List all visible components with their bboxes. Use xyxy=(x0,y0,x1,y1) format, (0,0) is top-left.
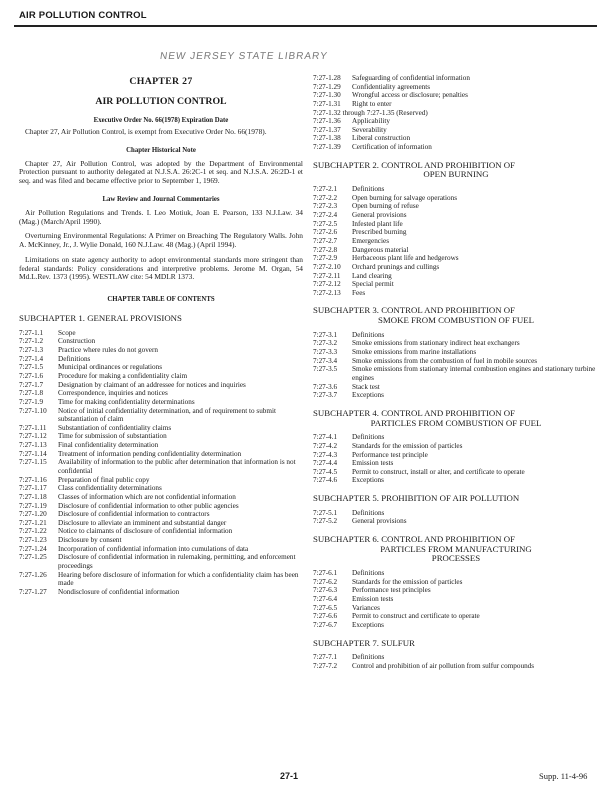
section-number: 7:27-1.3 xyxy=(19,346,44,355)
section-number: 7:27-5.1 xyxy=(313,508,338,517)
section-title: Substantiation of confidentiality claims xyxy=(58,423,172,432)
section-number: 7:27-2.1 xyxy=(313,185,338,194)
section-number: 7:27-1.28 xyxy=(313,74,341,82)
section-title: Herbaceous plant life and hedgerows xyxy=(352,254,459,263)
toc-entry xyxy=(313,433,599,442)
section-number: 7:27-7.2 xyxy=(313,661,338,670)
section-title: Smoke emissions from stationary internal combustion engines and stationary turbine engines xyxy=(352,365,596,382)
section-title: Definitions xyxy=(58,354,91,363)
subchapter-1-continued-list xyxy=(313,74,599,152)
toc-entry xyxy=(313,254,599,263)
chapter-number: CHAPTER 27 xyxy=(129,76,193,87)
toc-entry xyxy=(313,595,599,604)
subchapter-2-list xyxy=(313,185,599,297)
section-number: 7:27-1.36 xyxy=(313,117,341,126)
section-title: Disclosure by consent xyxy=(58,536,122,545)
section-title: Disclosure of confidential information to contractors xyxy=(58,510,210,519)
section-number: 7:27-1.21 xyxy=(19,518,47,527)
section-title: Disclosure of confidential information to other public agencies xyxy=(58,501,239,510)
section-number: 7:27-1.37 xyxy=(313,125,341,134)
toc-entry xyxy=(19,553,303,570)
toc-entry xyxy=(313,272,599,281)
section-number: 7:27-1.18 xyxy=(19,492,47,501)
section-title: Performance test principles xyxy=(352,586,431,595)
section-title: Availability of information to the public after determination that information is not confidential xyxy=(58,458,296,475)
section-number: 7:27-2.7 xyxy=(313,236,338,245)
toc-entry xyxy=(19,381,303,390)
section-title: Performance test principle xyxy=(352,450,428,459)
subchapter-1-title: SUBCHAPTER 1. GENERAL PROVISIONS xyxy=(19,313,182,324)
section-number: 7:27-6.1 xyxy=(313,569,338,578)
toc-entry xyxy=(19,502,303,511)
toc-entry xyxy=(19,363,303,372)
section-number: 7:27-4.4 xyxy=(313,459,338,468)
section-title: Emission tests xyxy=(352,459,394,468)
toc-entry xyxy=(313,517,599,526)
section-number: 7:27-2.5 xyxy=(313,219,338,228)
section-number: 7:27-3.2 xyxy=(313,339,338,348)
toc-entry xyxy=(313,509,599,518)
law-review-item: Overturning Environmental Regulations: A Primer on Breaching The Regulatory Walls. John A. McKinney, Jr., J. Wylie Donald, 160 N.J.Law. 48 (Mag.) (April 1994). xyxy=(19,231,303,250)
section-title: Emission tests xyxy=(352,594,394,603)
section-title: 7:27-1.32 through 7:27-1.35 (Reserved) xyxy=(313,108,428,117)
section-number: 7:27-1.8 xyxy=(19,389,44,398)
section-title: Definitions xyxy=(352,508,385,517)
section-title: Preparation of final public copy xyxy=(58,475,150,484)
section-title: Orchard prunings and cullings xyxy=(352,262,440,271)
section-number: 7:27-2.13 xyxy=(313,288,341,297)
toc-heading: CHAPTER TABLE OF CONTENTS xyxy=(107,296,215,304)
section-number: 7:27-1.30 xyxy=(313,91,341,100)
subchapter-6-title-line: PARTICLES FROM MANUFACTURING xyxy=(380,543,532,554)
subchapter-3-title-line: SUBCHAPTER 3. CONTROL AND PROHIBITION OF xyxy=(313,305,516,316)
section-title: Variances xyxy=(352,603,380,612)
section-title: Special permit xyxy=(352,280,394,289)
toc-entry xyxy=(19,355,303,364)
section-title: Definitions xyxy=(352,569,385,578)
section-number: 7:27-1.27 xyxy=(19,587,47,596)
toc-entry xyxy=(19,571,303,588)
section-title: Notice to claimants of disclosure of confidential information xyxy=(58,527,233,536)
toc-entry xyxy=(313,578,599,587)
section-number: 7:27-2.9 xyxy=(313,254,338,263)
exec-order-text: Chapter 27, Air Pollution Control, is exempt from Executive Order No. 66(1978). xyxy=(25,127,267,136)
subchapter-3-title xyxy=(313,306,599,325)
toc-entry xyxy=(313,220,599,229)
subchapter-6-list xyxy=(313,569,599,629)
section-title: Liberal construction xyxy=(352,134,411,143)
toc-entry xyxy=(19,484,303,493)
section-title: Disclosure of confidential information in rulemaking, permitting, and enforcement proceedings xyxy=(58,553,296,571)
section-title: Nondisclosure of confidential information xyxy=(58,587,180,596)
section-title: Definitions xyxy=(352,185,385,194)
toc-entry xyxy=(313,211,599,220)
subchapter-7-title: SUBCHAPTER 7. SULFUR xyxy=(313,637,415,648)
section-number: 7:27-1.39 xyxy=(313,143,341,152)
section-number: 7:27-1.13 xyxy=(19,441,47,450)
toc-entry xyxy=(313,134,599,143)
section-number: 7:27-2.11 xyxy=(313,271,341,280)
toc-entry xyxy=(313,143,599,152)
subchapter-4-title-line: SUBCHAPTER 4. CONTROL AND PROHIBITION OF xyxy=(313,407,516,418)
toc-entry xyxy=(313,91,599,100)
section-title: Final confidentiality determination xyxy=(58,441,159,450)
subchapter-6-title-line: PROCESSES xyxy=(431,553,481,564)
section-number: 7:27-3.4 xyxy=(313,356,338,365)
section-title: Fees xyxy=(352,288,366,297)
section-number: 7:27-1.17 xyxy=(19,484,47,493)
section-title: Treatment of information pending confidentiality determination xyxy=(58,449,242,458)
toc-entry xyxy=(313,365,599,382)
toc-entry xyxy=(19,519,303,528)
section-title: Designation by claimant of an addressee for notices and inquiries xyxy=(58,380,246,389)
section-title: Definitions xyxy=(352,330,385,339)
supplement-date: Supp. 11-4-96 xyxy=(539,771,588,781)
toc-entry xyxy=(313,391,599,400)
toc-entry xyxy=(313,289,599,298)
toc-entry xyxy=(19,536,303,545)
history-text: Chapter 27, Air Pollution Control, was adopted by the Department of Environmental Protection pursuant to authority delegated at N.J.S.A. 26:2C-1 et seq. and N.J.S.A. 26:2D-1 et seq. and was filed and became effective prior to September 1, 1969. xyxy=(19,158,303,186)
toc-entry xyxy=(19,372,303,381)
toc-entry xyxy=(19,441,303,450)
toc-entry xyxy=(313,246,599,255)
section-title: Applicability xyxy=(352,117,390,126)
toc-entry xyxy=(313,468,599,477)
section-number: 7:27-6.7 xyxy=(313,620,338,629)
section-title: Standards for the emission of particles xyxy=(352,577,463,586)
toc-entry xyxy=(313,348,599,357)
toc-entry xyxy=(313,100,599,109)
header-rule xyxy=(14,25,597,27)
section-number: 7:27-4.5 xyxy=(313,467,338,476)
section-number: 7:27-2.8 xyxy=(313,245,338,254)
toc-entry xyxy=(313,74,599,83)
section-number: 7:27-2.12 xyxy=(313,280,341,289)
section-title: Correspondence, inquiries and notices xyxy=(58,389,168,398)
toc-entry xyxy=(313,109,599,118)
toc-entry xyxy=(19,545,303,554)
section-title: Certification of information xyxy=(352,143,432,152)
chapter-name: AIR POLLUTION CONTROL xyxy=(95,96,227,107)
toc-entry xyxy=(313,126,599,135)
section-number: 7:27-1.31 xyxy=(313,99,341,108)
section-number: 7:27-1.38 xyxy=(313,134,341,143)
section-number: 7:27-5.2 xyxy=(313,517,338,526)
toc-entry xyxy=(313,662,599,671)
history-heading: Chapter Historical Note xyxy=(126,146,196,154)
law-review-item: Air Pollution Regulations and Trends. I. Leo Motiuk, Joan E. Pearson, 133 N.J.Law. 34 (Mag.) (March/April 1990). xyxy=(19,207,303,226)
section-number: 7:27-1.7 xyxy=(19,380,44,389)
section-number: 7:27-6.2 xyxy=(313,577,338,586)
left-column xyxy=(19,74,303,597)
section-number: 7:27-3.5 xyxy=(313,365,338,374)
toc-entry xyxy=(19,389,303,398)
section-title: Standards for the emission of particles xyxy=(352,441,463,450)
toc-entry xyxy=(313,228,599,237)
subchapter-3-title-line: SMOKE FROM COMBUSTION OF FUEL xyxy=(378,315,534,326)
section-number: 7:27-6.5 xyxy=(313,603,338,612)
section-number: 7:27-1.29 xyxy=(313,82,341,91)
section-title: Definitions xyxy=(352,433,385,442)
toc-entry xyxy=(19,510,303,519)
toc-entry xyxy=(313,612,599,621)
section-title: Time for making confidentiality determinations xyxy=(58,397,195,406)
toc-entry xyxy=(313,194,599,203)
toc-entry xyxy=(313,569,599,578)
toc-entry xyxy=(313,357,599,366)
exec-order-heading: Executive Order No. 66(1978) Expiration Date xyxy=(93,117,229,124)
section-number: 7:27-2.4 xyxy=(313,211,338,220)
toc-entry xyxy=(19,424,303,433)
section-number: 7:27-1.16 xyxy=(19,475,47,484)
toc-entry xyxy=(313,117,599,126)
section-title: Dangerous material xyxy=(352,245,409,254)
section-title: Smoke emissions from marine installations xyxy=(352,348,477,357)
toc-entry xyxy=(313,339,599,348)
section-number: 7:27-1.4 xyxy=(19,354,44,363)
section-title: Exceptions xyxy=(352,620,384,629)
section-title: Exceptions xyxy=(352,476,384,485)
toc-entry xyxy=(313,331,599,340)
section-title: Smoke emissions from the combustion of fuel in mobile sources xyxy=(352,356,538,365)
section-title: Scope xyxy=(58,328,76,337)
section-number: 7:27-6.4 xyxy=(313,594,338,603)
section-title: Hearing before disclosure of information for which a confidentiality claim has been made xyxy=(58,570,299,588)
section-number: 7:27-2.6 xyxy=(313,228,338,237)
subchapter-5-title: SUBCHAPTER 5. PROHIBITION OF AIR POLLUTION xyxy=(313,493,520,504)
section-number: 7:27-3.7 xyxy=(313,391,338,400)
subchapter-4-title-line: PARTICLES FROM COMBUSTION OF FUEL xyxy=(370,417,542,428)
section-title: General provisions xyxy=(352,517,407,526)
section-title: Infested plant life xyxy=(352,219,403,228)
section-title: Stack test xyxy=(352,382,380,391)
section-title: Classes of information which are not confidential information xyxy=(58,492,236,501)
section-title: Wrongful access or disclosure; penalties xyxy=(352,91,468,100)
toc-entry xyxy=(19,527,303,536)
subchapter-5-list xyxy=(313,509,599,526)
page-number: 27-1 xyxy=(280,771,299,781)
section-number: 7:27-6.3 xyxy=(313,586,338,595)
section-title: Safeguarding of confidential information xyxy=(352,74,470,82)
section-number: 7:27-1.9 xyxy=(19,397,44,406)
section-number: 7:27-1.26 xyxy=(19,570,47,579)
section-title: Confidentiality agreements xyxy=(352,82,431,91)
section-number: 7:27-1.14 xyxy=(19,449,47,458)
section-number: 7:27-1.25 xyxy=(19,553,47,562)
section-number: 7:27-1.10 xyxy=(19,406,47,415)
toc-entry xyxy=(19,493,303,502)
toc-entry xyxy=(313,476,599,485)
section-title: Prescribed burning xyxy=(352,228,407,237)
subchapter-6-title-line: SUBCHAPTER 6. CONTROL AND PROHIBITION OF xyxy=(313,534,516,545)
section-title: Definitions xyxy=(352,653,385,662)
toc-entry xyxy=(19,458,303,475)
toc-entry xyxy=(313,653,599,662)
toc-entry xyxy=(19,407,303,424)
section-number: 7:27-1.19 xyxy=(19,501,47,510)
section-title: Control and prohibition of air pollution from sulfur compounds xyxy=(352,661,535,670)
running-header: AIR POLLUTION CONTROL xyxy=(19,10,147,21)
subchapter-2-title-line: SUBCHAPTER 2. CONTROL AND PROHIBITION OF xyxy=(313,159,516,170)
subchapter-2-title-line: OPEN BURNING xyxy=(423,169,489,180)
toc-entry xyxy=(19,329,303,338)
section-number: 7:27-4.3 xyxy=(313,450,338,459)
toc-entry xyxy=(313,83,599,92)
section-title: Land clearing xyxy=(352,271,392,280)
subchapter-4-title xyxy=(313,409,599,428)
section-number: 7:27-1.12 xyxy=(19,432,47,441)
law-review-item: Limitations on state agency authority to adopt environmental standards more stringent than federal standards: Policy considerations and interpretive problems. Jerome M. Organ, 54 Md.L.Rev. 1373 (1995). WESTLAW cite: 54 MDLR 1373. xyxy=(19,254,303,282)
section-number: 7:27-3.1 xyxy=(313,330,338,339)
section-number: 7:27-4.2 xyxy=(313,441,338,450)
section-number: 7:27-1.15 xyxy=(19,458,47,467)
section-number: 7:27-1.24 xyxy=(19,544,47,553)
section-title: Municipal ordinances or regulations xyxy=(58,363,162,372)
section-title: Smoke emissions from stationary indirect heat exchangers xyxy=(352,339,520,348)
subchapter-7-list xyxy=(313,653,599,670)
subchapter-6-title xyxy=(313,535,599,564)
section-title: Permit to construct and certificate to operate xyxy=(352,612,480,621)
section-title: Time for submission of substantiation xyxy=(58,432,167,441)
section-number: 7:27-1.5 xyxy=(19,363,44,372)
section-number: 7:27-2.10 xyxy=(313,262,341,271)
section-title: Right to enter xyxy=(352,99,392,108)
section-number: 7:27-3.6 xyxy=(313,382,338,391)
section-title: Emergencies xyxy=(352,236,389,245)
toc-entry xyxy=(19,346,303,355)
section-number: 7:27-1.11 xyxy=(19,423,47,432)
section-title: Class confidentiality determinations xyxy=(58,484,162,493)
subchapter-1-list xyxy=(19,329,303,597)
toc-entry xyxy=(19,337,303,346)
section-title: Open burning of refuse xyxy=(352,202,419,211)
section-title: General provisions xyxy=(352,211,407,220)
section-number: 7:27-4.1 xyxy=(313,433,338,442)
section-title: Severability xyxy=(352,125,387,134)
section-number: 7:27-7.1 xyxy=(313,653,338,662)
section-title: Disclosure to alleviate an imminent and substantial danger xyxy=(58,518,227,527)
toc-entry xyxy=(19,432,303,441)
toc-entry xyxy=(313,383,599,392)
section-number: 7:27-3.3 xyxy=(313,348,338,357)
section-title: Open burning for salvage operations xyxy=(352,193,457,202)
toc-entry xyxy=(313,263,599,272)
toc-entry xyxy=(313,586,599,595)
right-column xyxy=(313,74,599,671)
toc-entry xyxy=(313,604,599,613)
section-title: Practice where rules do not govern xyxy=(58,346,158,355)
toc-entry xyxy=(313,185,599,194)
section-title: Incorporation of confidential information into cumulations of data xyxy=(58,544,249,553)
section-number: 7:27-1.1 xyxy=(19,328,44,337)
section-number: 7:27-2.2 xyxy=(313,193,338,202)
toc-entry xyxy=(19,588,303,597)
section-number: 7:27-1.20 xyxy=(19,510,47,519)
toc-entry xyxy=(313,621,599,630)
library-stamp: NEW JERSEY STATE LIBRARY xyxy=(159,51,329,62)
toc-entry xyxy=(19,476,303,485)
section-title: Permit to construct, install or alter, and certificate to operate xyxy=(352,467,525,476)
toc-entry xyxy=(19,398,303,407)
toc-entry xyxy=(313,451,599,460)
section-number: 7:27-1.6 xyxy=(19,371,44,380)
toc-entry xyxy=(313,237,599,246)
section-number: 7:27-1.2 xyxy=(19,337,44,346)
law-review-heading: Law Review and Journal Commentaries xyxy=(102,195,220,203)
section-number: 7:27-1.23 xyxy=(19,536,47,545)
section-number: 7:27-1.22 xyxy=(19,527,47,536)
toc-entry xyxy=(313,459,599,468)
section-title: Procedure for making a confidentiality claim xyxy=(58,371,188,380)
toc-entry xyxy=(313,202,599,211)
section-title: Exceptions xyxy=(352,391,384,400)
toc-entry xyxy=(19,450,303,459)
subchapter-4-list xyxy=(313,433,599,485)
section-title: Construction xyxy=(58,337,96,346)
toc-entry xyxy=(313,280,599,289)
section-title: Notice of initial confidentiality determination, and of requirement to submit substantiation of claim xyxy=(58,406,276,424)
subchapter-2-title xyxy=(313,161,599,180)
toc-entry xyxy=(313,442,599,451)
section-number: 7:27-6.6 xyxy=(313,612,338,621)
section-number: 7:27-4.6 xyxy=(313,476,338,485)
subchapter-3-list xyxy=(313,331,599,400)
section-number: 7:27-2.3 xyxy=(313,202,338,211)
